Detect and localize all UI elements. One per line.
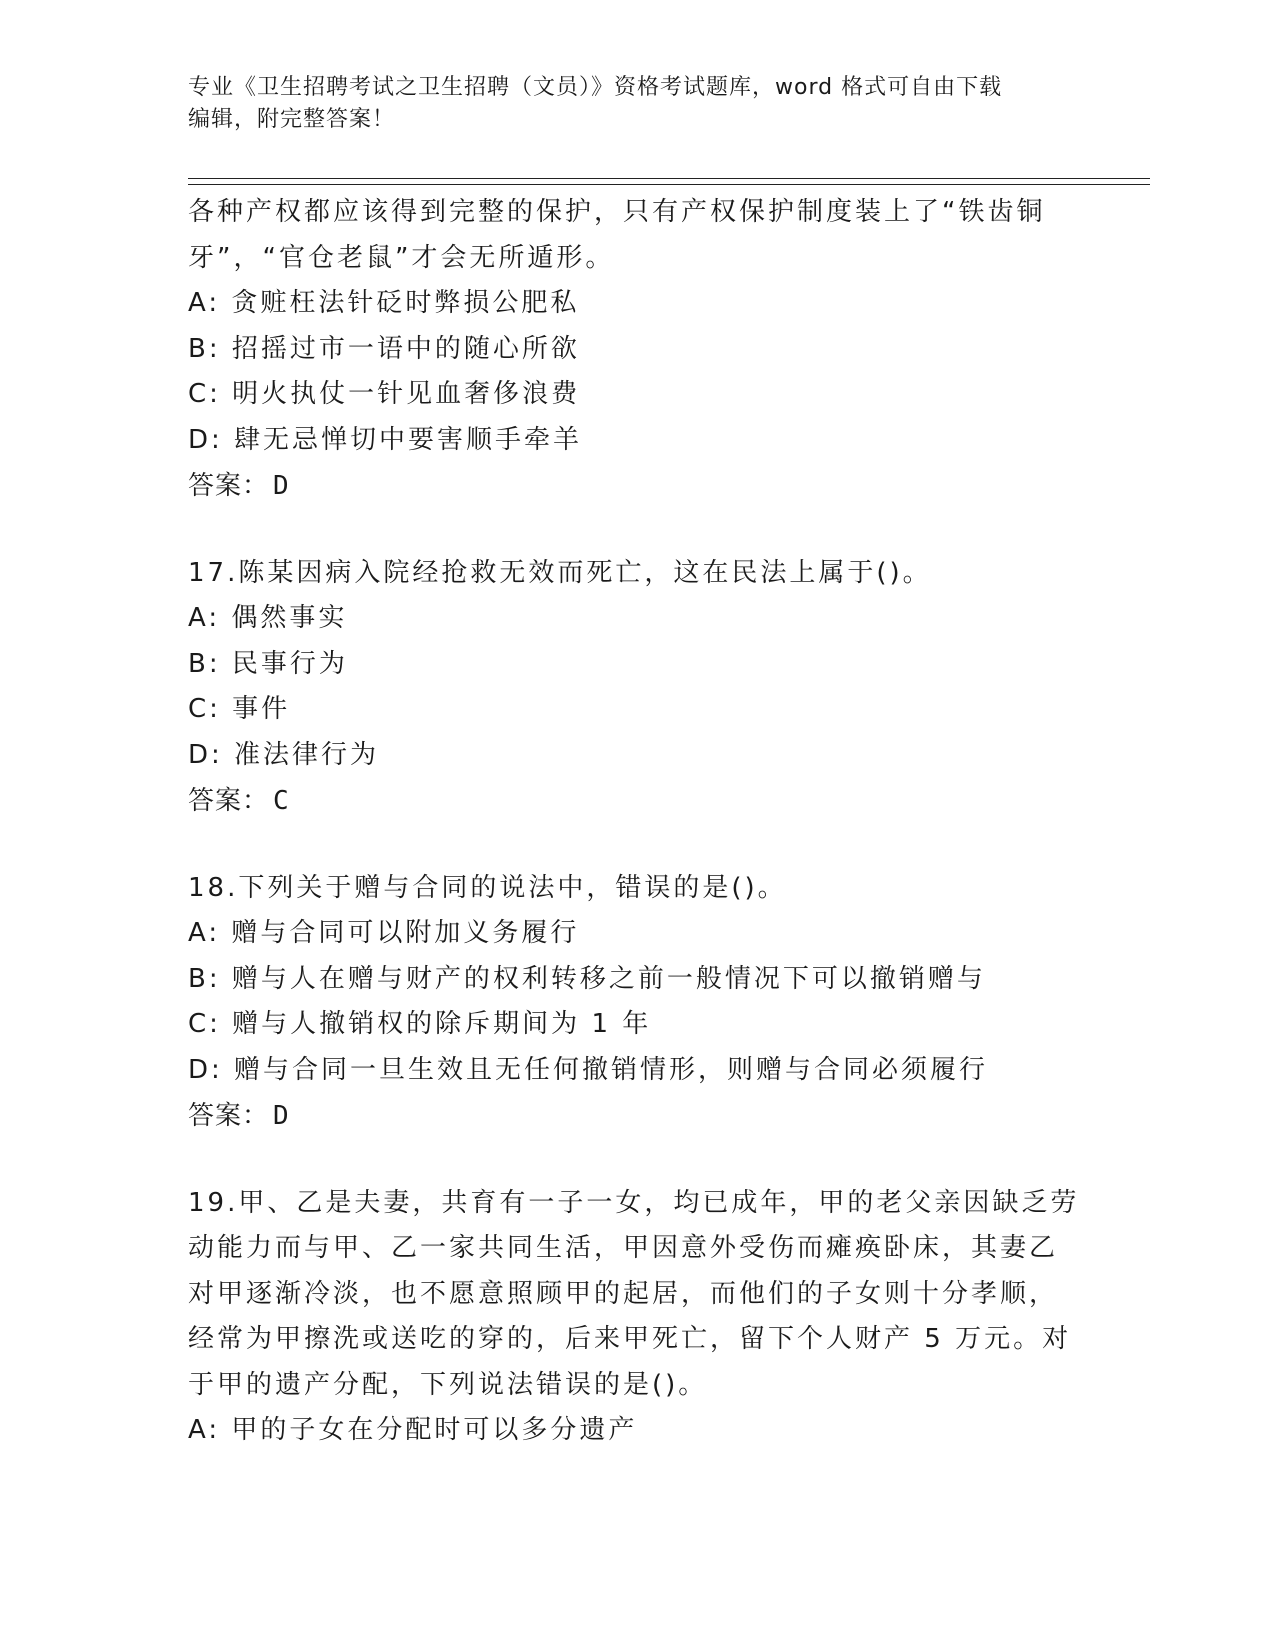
answer-value: C bbox=[273, 786, 290, 816]
option-a: A: 贪赃枉法针砭时弊损公肥私 bbox=[188, 288, 580, 318]
question-17 bbox=[188, 551, 1088, 824]
answer-label: 答案： bbox=[188, 470, 270, 500]
option-a: A: 赠与合同可以附加义务履行 bbox=[188, 918, 580, 948]
document-header bbox=[188, 72, 1068, 136]
option-a: A: 偶然事实 bbox=[188, 603, 348, 633]
option-d: D: 准法律行为 bbox=[188, 739, 380, 770]
option-b: B: 民事行为 bbox=[188, 648, 348, 679]
option-b: B: 赠与人在赠与财产的权利转移之前一般情况下可以撤销赠与 bbox=[188, 963, 986, 994]
option-c: C: 事件 bbox=[188, 694, 291, 724]
answer-line bbox=[188, 463, 1088, 509]
option-c: C: 赠与人撤销权的除斥期间为 1 年 bbox=[188, 1009, 652, 1039]
option-d: D: 肆无忌惮切中要害顺手牵羊 bbox=[188, 424, 583, 455]
answer-value: D bbox=[273, 1101, 290, 1131]
answer-value: D bbox=[273, 471, 290, 501]
header-divider-top bbox=[188, 178, 1150, 179]
answer-label: 答案： bbox=[188, 1100, 270, 1130]
answer-line bbox=[188, 778, 1088, 824]
question-stem-line: 各种产权都应该得到完整的保护，只有产权保护制度装上了“铁齿铜 bbox=[188, 197, 1046, 227]
question-stem-line: 19.甲、乙是夫妻，共育有一子一女，均已成年，甲的老父亲因缺乏劳 bbox=[188, 1187, 1080, 1218]
question-16 bbox=[188, 190, 1088, 509]
question-stem-line: 动能力而与甲、乙一家共同生活，甲因意外受伤而瘫痪卧床，其妻乙 bbox=[188, 1233, 1059, 1263]
question-stem-line: 经常为甲擦洗或送吃的穿的，后来甲死亡，留下个人财产 5 万元。对 bbox=[188, 1324, 1072, 1354]
header-line-2: 编辑，附完整答案！ bbox=[188, 107, 396, 132]
answer-line bbox=[188, 1093, 1088, 1139]
question-stem-line: 17.陈某因病入院经抢救无效而死亡，这在民法上属于()。 bbox=[188, 557, 932, 588]
question-stem-line: 于甲的遗产分配，下列说法错误的是()。 bbox=[188, 1369, 708, 1400]
header-line-1: 专业《卫生招聘考试之卫生招聘（文员）》资格考试题库，word 格式可自由下载 bbox=[188, 75, 1003, 100]
question-19 bbox=[188, 1181, 1088, 1454]
question-stem-line: 牙”，“官仓老鼠”才会无所遁形。 bbox=[188, 242, 615, 273]
question-stem-line: 对甲逐渐冷淡，也不愿意照顾甲的起居，而他们的子女则十分孝顺， bbox=[188, 1278, 1059, 1309]
question-stem-line: 18.下列关于赠与合同的说法中，错误的是()。 bbox=[188, 872, 787, 903]
option-a: A: 甲的子女在分配时可以多分遗产 bbox=[188, 1415, 638, 1445]
question-content bbox=[188, 190, 1088, 1454]
option-b: B: 招摇过市一语中的随心所欲 bbox=[188, 333, 580, 364]
option-d: D: 赠与合同一旦生效且无任何撤销情形，则赠与合同必须履行 bbox=[188, 1054, 989, 1085]
answer-label: 答案： bbox=[188, 785, 270, 815]
header-divider-bottom bbox=[188, 184, 1150, 185]
option-c: C: 明火执仗一针见血奢侈浪费 bbox=[188, 379, 581, 409]
question-18 bbox=[188, 866, 1088, 1139]
